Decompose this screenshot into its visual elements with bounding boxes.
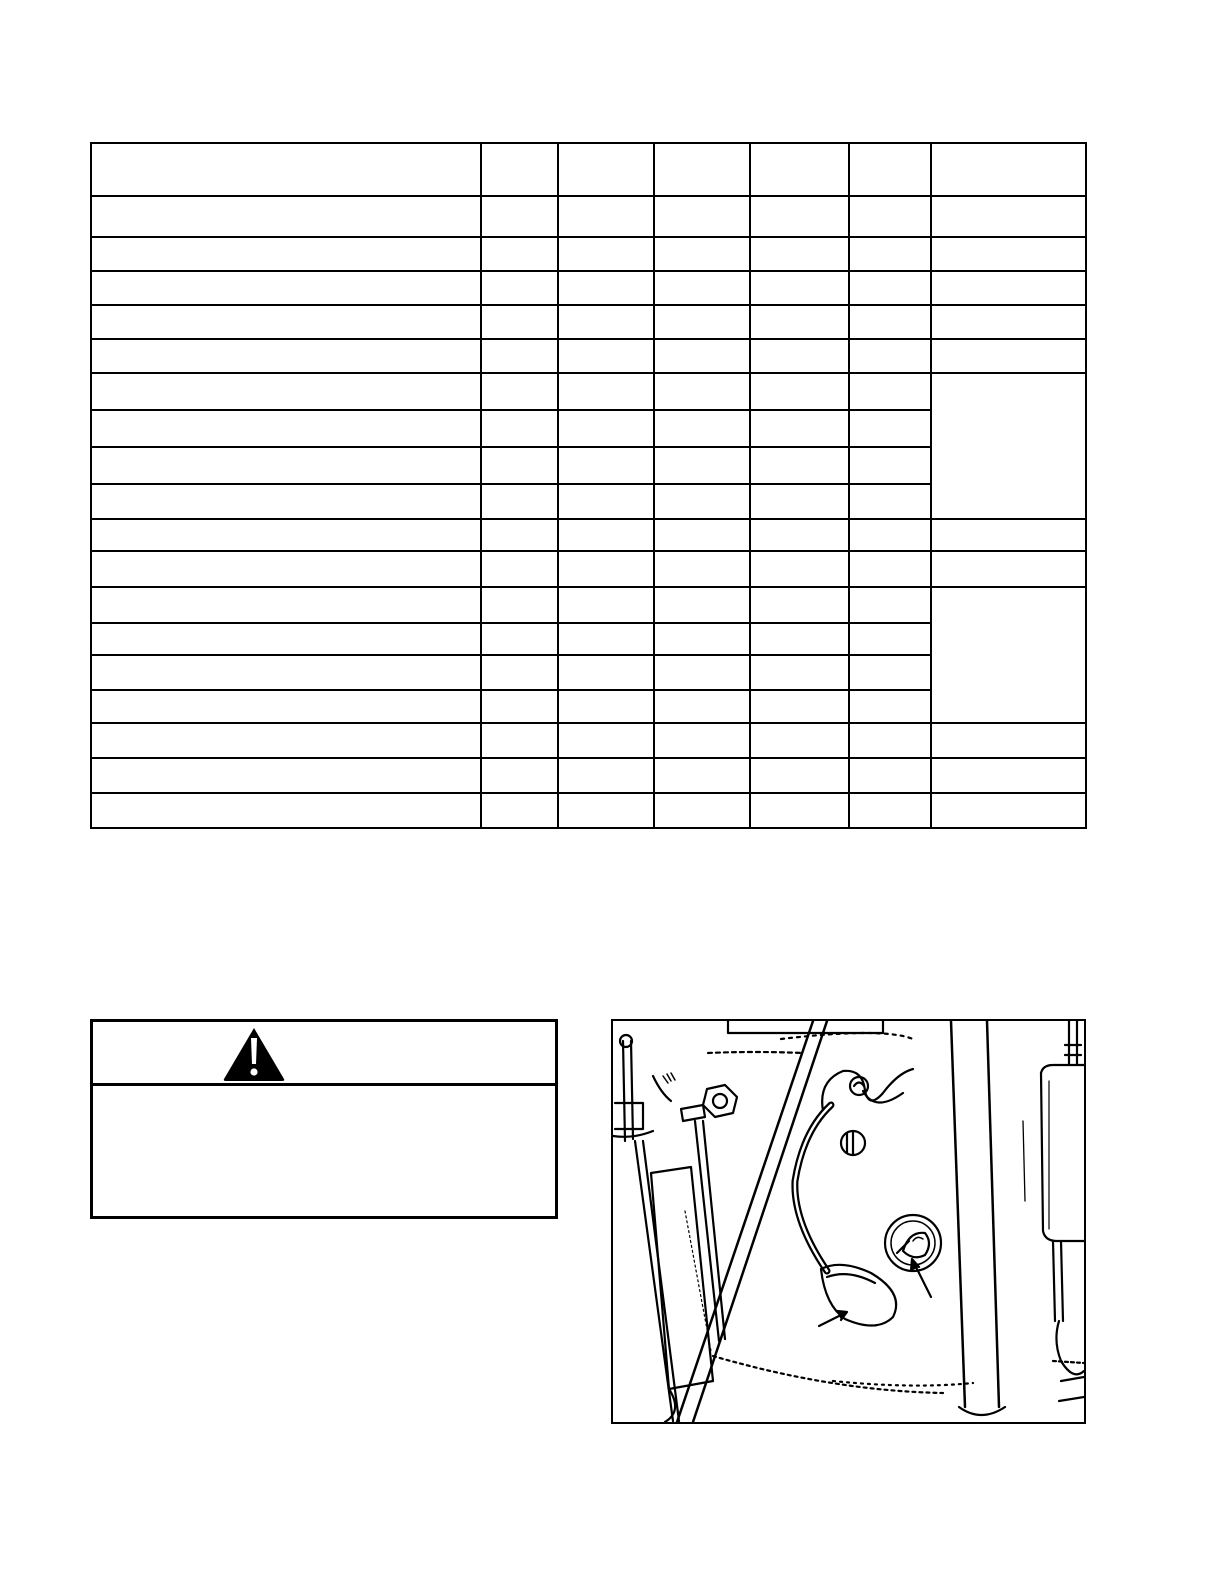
table-cell (849, 519, 931, 551)
table-cell (849, 758, 931, 793)
table-cell-merged (931, 587, 1086, 723)
table-cell (849, 623, 931, 655)
maintenance-schedule-table (90, 142, 1087, 829)
table-cell (91, 447, 481, 484)
table-row (91, 587, 1086, 623)
table-cell (91, 373, 481, 410)
table-cell (481, 690, 558, 723)
table-cell (654, 339, 750, 373)
table-cell (654, 758, 750, 793)
table-cell (481, 373, 558, 410)
table-cell (931, 271, 1086, 305)
table-cell (654, 143, 750, 196)
table-row (91, 519, 1086, 551)
table-cell (91, 623, 481, 655)
table-cell (849, 447, 931, 484)
table-row (91, 305, 1086, 339)
table-cell (849, 587, 931, 623)
table-cell (931, 305, 1086, 339)
table-cell (91, 758, 481, 793)
table-cell (849, 143, 931, 196)
table-cell (481, 623, 558, 655)
table-cell (481, 551, 558, 587)
table-cell (849, 237, 931, 271)
table-cell (481, 305, 558, 339)
table-cell (931, 143, 1086, 196)
table-cell (558, 655, 654, 690)
table-cell (849, 271, 931, 305)
table-cell (91, 339, 481, 373)
table-cell (481, 758, 558, 793)
table-cell (750, 339, 849, 373)
warning-header (93, 1022, 555, 1086)
table-row (91, 793, 1086, 828)
table-cell (481, 793, 558, 828)
table-row (91, 758, 1086, 793)
table-cell (750, 519, 849, 551)
table-cell (558, 519, 654, 551)
table-cell (481, 410, 558, 447)
table-cell-merged (931, 373, 1086, 519)
table-cell (750, 793, 849, 828)
table-cell (849, 655, 931, 690)
table-row (91, 339, 1086, 373)
table-cell (558, 196, 654, 237)
table-cell (91, 237, 481, 271)
table-cell (654, 447, 750, 484)
table-cell (558, 410, 654, 447)
table-cell (558, 305, 654, 339)
table-cell (931, 237, 1086, 271)
table-cell (849, 196, 931, 237)
table-cell (654, 793, 750, 828)
table-cell (849, 551, 931, 587)
table-cell (91, 655, 481, 690)
table-row (91, 373, 1086, 410)
table-cell (849, 793, 931, 828)
table-cell (91, 690, 481, 723)
table-cell (91, 271, 481, 305)
table-row (91, 271, 1086, 305)
table-cell (481, 237, 558, 271)
table-cell (849, 373, 931, 410)
table-cell (481, 143, 558, 196)
table-cell (654, 373, 750, 410)
table-cell (558, 339, 654, 373)
table-row (91, 551, 1086, 587)
table-cell (481, 447, 558, 484)
table-cell (558, 143, 654, 196)
spark-plug-illustration (611, 1019, 1086, 1424)
table-cell (91, 196, 481, 237)
table-cell (558, 587, 654, 623)
table-cell (654, 484, 750, 519)
table-cell (654, 655, 750, 690)
table-cell (750, 305, 849, 339)
table-cell (481, 587, 558, 623)
table-row (91, 143, 1086, 196)
table-cell (750, 447, 849, 484)
table-cell (750, 623, 849, 655)
table-cell (91, 305, 481, 339)
table-cell (558, 758, 654, 793)
table-cell (654, 237, 750, 271)
table-cell (558, 623, 654, 655)
table-row (91, 196, 1086, 237)
table-cell (481, 655, 558, 690)
table-cell (750, 484, 849, 519)
table-cell (654, 305, 750, 339)
table-cell (91, 551, 481, 587)
table-row (91, 723, 1086, 758)
table-cell (654, 587, 750, 623)
table-cell (849, 484, 931, 519)
table-cell (91, 793, 481, 828)
table-cell (750, 196, 849, 237)
table-cell (750, 690, 849, 723)
table-cell (91, 410, 481, 447)
table-cell (91, 587, 481, 623)
table-cell (654, 196, 750, 237)
table-cell (849, 723, 931, 758)
table-cell (558, 373, 654, 410)
table-cell (931, 723, 1086, 758)
table-cell (849, 690, 931, 723)
table-cell (481, 484, 558, 519)
table-cell (931, 196, 1086, 237)
table-cell (481, 723, 558, 758)
table-cell (481, 519, 558, 551)
table-cell (91, 723, 481, 758)
table-cell (481, 196, 558, 237)
table-cell (481, 339, 558, 373)
table-cell (750, 143, 849, 196)
table-cell (849, 410, 931, 447)
table-cell (931, 551, 1086, 587)
table-cell (558, 447, 654, 484)
table-cell (931, 758, 1086, 793)
table-row (91, 237, 1086, 271)
table-cell (558, 551, 654, 587)
table-cell (558, 484, 654, 519)
table-cell (750, 587, 849, 623)
table-cell (654, 723, 750, 758)
table-cell (654, 519, 750, 551)
table-cell (558, 690, 654, 723)
table-cell (91, 484, 481, 519)
table-cell (481, 271, 558, 305)
table-cell (750, 551, 849, 587)
table-cell (91, 143, 481, 196)
table-cell (849, 305, 931, 339)
table-cell (558, 271, 654, 305)
table-cell (931, 339, 1086, 373)
table-cell (558, 793, 654, 828)
table-cell (750, 237, 849, 271)
table-cell (750, 271, 849, 305)
table-cell (750, 655, 849, 690)
table-cell (558, 237, 654, 271)
table-cell (91, 519, 481, 551)
table-cell (849, 339, 931, 373)
table-cell (931, 519, 1086, 551)
table-cell (654, 271, 750, 305)
table-cell (654, 623, 750, 655)
warning-triangle-icon (222, 1026, 286, 1082)
warning-box (90, 1019, 558, 1219)
table-cell (654, 410, 750, 447)
table-cell (654, 690, 750, 723)
table-cell (750, 723, 849, 758)
table-cell (558, 723, 654, 758)
table-cell (750, 758, 849, 793)
table-cell (750, 410, 849, 447)
table-cell (654, 551, 750, 587)
table-cell (931, 793, 1086, 828)
table-cell (750, 373, 849, 410)
